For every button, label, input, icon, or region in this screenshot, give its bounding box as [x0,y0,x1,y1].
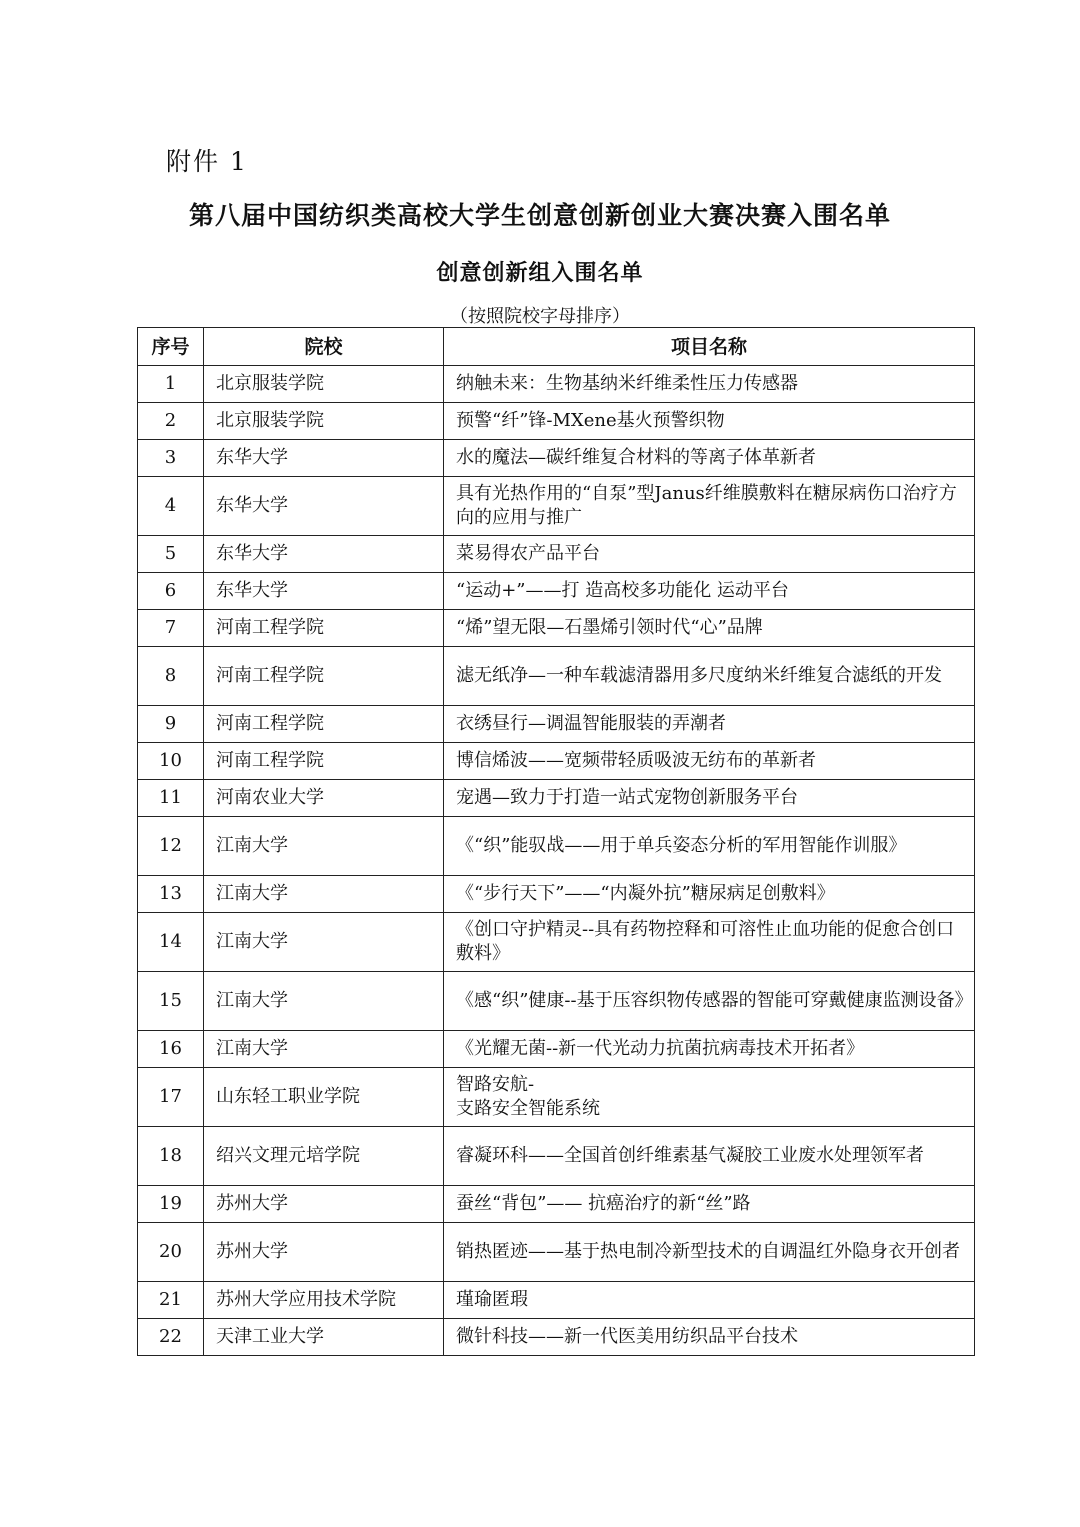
row-school: 江南大学 [204,876,444,913]
row-school: 天津工业大学 [204,1319,444,1356]
table-row [138,972,975,1031]
row-number: 3 [138,440,204,477]
row-number: 16 [138,1031,204,1068]
row-school: 东华大学 [204,440,444,477]
row-number: 12 [138,817,204,876]
row-school: 江南大学 [204,1031,444,1068]
table-row [138,780,975,817]
row-number: 13 [138,876,204,913]
row-project: 微针科技——新一代医美用纺织品平台技术 [444,1319,975,1356]
row-school: 河南工程学院 [204,610,444,647]
row-project: 《光耀无菌--新一代光动力抗菌抗病毒技术开拓者》 [444,1031,975,1068]
table-row [138,1223,975,1282]
table-row [138,536,975,573]
row-number: 9 [138,706,204,743]
page-title: 第八届中国纺织类高校大学生创意创新创业大赛决赛入围名单 [188,201,891,230]
row-number: 21 [138,1282,204,1319]
table-row [138,1319,975,1356]
row-project: 蚕丝“背包”—— 抗癌治疗的新“丝”路 [444,1186,975,1223]
row-project: 瑾瑜匿瑕 [444,1282,975,1319]
row-number: 10 [138,743,204,780]
row-project: 智路安航- 支路安全智能系统 [444,1068,975,1127]
table-row [138,817,975,876]
row-project: 水的魔法—碳纤维复合材料的等离子体革新者 [444,440,975,477]
attachment-label: 附件 1 [166,147,248,176]
row-project: 菜易得农产品平台 [444,536,975,573]
table-row [138,477,975,536]
row-school: 河南农业大学 [204,780,444,817]
row-project: 预警“纤”锋-MXene基火预警织物 [444,403,975,440]
row-school: 河南工程学院 [204,706,444,743]
row-number: 18 [138,1127,204,1186]
row-school: 东华大学 [204,536,444,573]
table-row [138,1282,975,1319]
table-row [138,1186,975,1223]
row-school: 河南工程学院 [204,647,444,706]
row-school: 江南大学 [204,972,444,1031]
row-number: 20 [138,1223,204,1282]
row-project: 《创口守护精灵--具有药物控释和可溶性止血功能的促愈合创口敷料》 [444,913,975,972]
row-project: “烯”望无限—石墨烯引领时代“心”品牌 [444,610,975,647]
row-project: 《“步行天下”——“内凝外抗”糖尿病足创敷料》 [444,876,975,913]
table-row [138,647,975,706]
table-row [138,366,975,403]
row-number: 19 [138,1186,204,1223]
row-number: 14 [138,913,204,972]
row-number: 6 [138,573,204,610]
table-header-row [138,328,975,366]
table-row [138,876,975,913]
row-number: 7 [138,610,204,647]
page-subtitle: 创意创新组入围名单 [436,261,644,286]
header-school: 院校 [204,328,444,366]
row-school: 东华大学 [204,477,444,536]
table-row [138,440,975,477]
table-row [138,573,975,610]
row-project: 睿凝环科——全国首创纤维素基气凝胶工业废水处理领军者 [444,1127,975,1186]
row-project: 纳触未来：生物基纳米纤维柔性压力传感器 [444,366,975,403]
row-project: 衣绣昼行—调温智能服装的弄潮者 [444,706,975,743]
row-number: 17 [138,1068,204,1127]
row-number: 22 [138,1319,204,1356]
finalist-table [137,327,975,1356]
sort-note: （按照院校字母排序） [450,306,630,327]
row-number: 1 [138,366,204,403]
table-row [138,1031,975,1068]
row-project: 博信烯波——宽频带轻质吸波无纺布的革新者 [444,743,975,780]
row-school: 河南工程学院 [204,743,444,780]
table-row [138,610,975,647]
row-project: “运动+”——打 造高校多功能化 运动平台 [444,573,975,610]
row-project: 销热匿迹——基于热电制冷新型技术的自调温红外隐身衣开创者 [444,1223,975,1282]
row-project: 滤无纸净—一种车载滤清器用多尺度纳米纤维复合滤纸的开发 [444,647,975,706]
row-school: 江南大学 [204,817,444,876]
row-number: 11 [138,780,204,817]
table-row [138,743,975,780]
row-project: 《感“织”健康--基于压容织物传感器的智能可穿戴健康监测设备》 [444,972,975,1031]
row-school: 山东轻工职业学院 [204,1068,444,1127]
table-row [138,403,975,440]
row-project: 《“织”能驭战——用于单兵姿态分析的军用智能作训服》 [444,817,975,876]
row-school: 东华大学 [204,573,444,610]
row-number: 15 [138,972,204,1031]
row-number: 2 [138,403,204,440]
row-school: 北京服装学院 [204,366,444,403]
row-number: 8 [138,647,204,706]
header-project: 项目名称 [444,328,975,366]
row-school: 苏州大学 [204,1223,444,1282]
table-row [138,706,975,743]
row-project: 宠遇—致力于打造一站式宠物创新服务平台 [444,780,975,817]
table-row [138,913,975,972]
row-number: 5 [138,536,204,573]
row-school: 绍兴文理元培学院 [204,1127,444,1186]
row-school: 江南大学 [204,913,444,972]
row-project: 具有光热作用的“自泵”型Janus纤维膜敷料在糖尿病伤口治疗方向的应用与推广 [444,477,975,536]
table-row [138,1068,975,1127]
table-row [138,1127,975,1186]
row-school: 苏州大学应用技术学院 [204,1282,444,1319]
row-number: 4 [138,477,204,536]
row-school: 北京服装学院 [204,403,444,440]
header-number: 序号 [138,328,204,366]
row-school: 苏州大学 [204,1186,444,1223]
